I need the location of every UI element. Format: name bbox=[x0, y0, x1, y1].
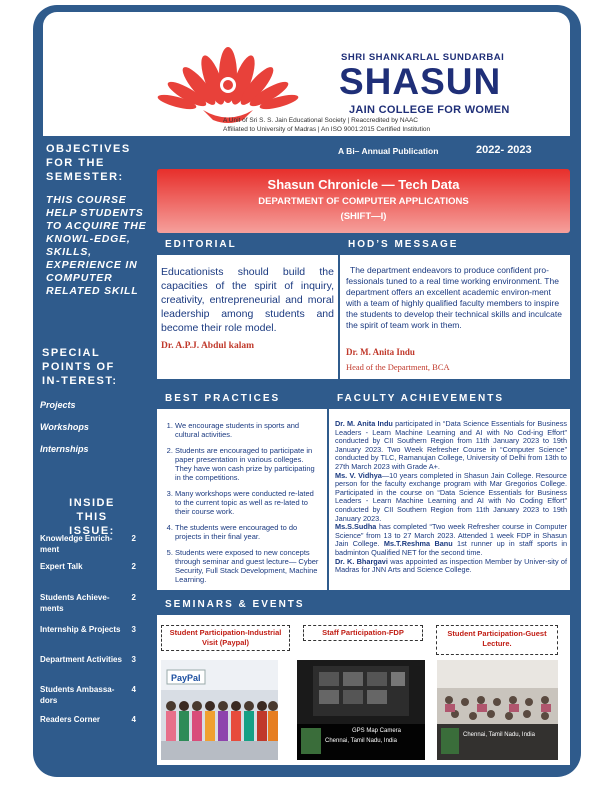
caption-staff-fdp: Staff Participation-FDP bbox=[303, 625, 423, 641]
faculty-name: Ms. V. Vidhya bbox=[335, 470, 382, 480]
faculty-name: Dr. M. Anita Indu bbox=[335, 419, 393, 428]
affiliation-line-2: Affiliated to University of Madras | An ISO 9001:2015 Certified Institution bbox=[223, 126, 431, 133]
issue-item-label: Students Achieve-ments bbox=[40, 593, 110, 613]
editorial-panel bbox=[157, 255, 338, 379]
hod-role: Head of the Department, BCA bbox=[346, 362, 450, 372]
college-name-small: SHRI SHANKARLAL SUNDARBAI bbox=[341, 52, 505, 63]
editorial-text: Educationists should build the capacities of the spirit of inquiry, creativity, entrepreneurial and moral leadership among students and become their role model. bbox=[161, 266, 334, 334]
objectives-heading: OBJECTIVES FOR THE SEMESTER: bbox=[46, 143, 131, 183]
masthead bbox=[43, 12, 570, 136]
faculty-text bbox=[335, 420, 567, 575]
objectives-text: THIS COURSE HELP STUDENTS TO ACQUIRE THE KNOWL-EDGE, SKILLS, EXPERIENCE IN COMPUTER RELATED SKILL bbox=[46, 194, 147, 297]
college-subtitle: JAIN COLLEGE FOR WOMEN bbox=[349, 104, 510, 116]
issue-item bbox=[40, 533, 144, 555]
issue-item-label: Internship & Projects bbox=[40, 625, 121, 634]
practice-item: 2. Students are encouraged to participate in paper presentation in various colleges. They have won cash prize by participating in the competitions. bbox=[175, 446, 321, 482]
issue-item-label: Readers Corner bbox=[40, 715, 101, 724]
issue-item bbox=[40, 561, 144, 572]
publication-label: A Bi– Annual Publication bbox=[338, 146, 439, 156]
guest-lecture-photo bbox=[437, 660, 558, 760]
industrial-visit-photo bbox=[161, 660, 278, 760]
issue-item bbox=[40, 592, 144, 614]
editorial-heading: EDITORIAL bbox=[157, 237, 338, 253]
issue-item-page: 4 bbox=[131, 715, 136, 724]
issue-item bbox=[40, 624, 144, 635]
affiliation-line-1: A Unit of Sri S. S. Jain Educational Society | Reaccredited by NAAC bbox=[223, 117, 418, 124]
hod-heading: HOD’S MESSAGE bbox=[340, 237, 570, 253]
best-practices-heading: BEST PRACTICES bbox=[157, 391, 327, 407]
paypal-sign: PayPal bbox=[171, 673, 201, 683]
affiliation bbox=[223, 116, 483, 134]
caption-industrial-visit: Student Participation-Industrial Visit (Paypal) bbox=[161, 625, 290, 651]
issue-item-page: 2 bbox=[131, 593, 136, 602]
issue-item-label: Department Activities bbox=[40, 655, 122, 664]
publication-year: 2022- 2023 bbox=[476, 144, 532, 156]
issue-item-page: 4 bbox=[131, 685, 136, 694]
practice-item: 5. Students were exposed to new concepts through seminar and guest lecture— Cyber Security, Full Stack Development, Machine Learning. bbox=[175, 548, 321, 584]
staff-fdp-photo bbox=[297, 660, 425, 760]
chronicle-title: Shasun Chronicle — Tech Data bbox=[267, 177, 460, 192]
photo2-location: Chennai, Tamil Nadu, India bbox=[325, 738, 397, 744]
issue-item bbox=[40, 714, 144, 725]
gps-camera-overlay: GPS Map Camera bbox=[352, 728, 402, 734]
special-item-projects: Projects bbox=[40, 400, 76, 410]
faculty-achievement: participated in “Data Science Essentials for Business Leaders - Learn Machine Learning and AI with No Cod-ing Effort” conducted by CII Southern Region from 11th January 2023 to 19th January 2023. Two Week Refresher Course in “Computer Science” conducted by TLC, Ramanujan College, University of Delhi from 13th to 27th March 2023 with Grade A+. bbox=[335, 419, 567, 471]
issue-item-page: 2 bbox=[131, 534, 136, 543]
faculty-achievements-heading: FACULTY ACHIEVEMENTS bbox=[329, 391, 570, 407]
special-item-internships: Internships bbox=[40, 444, 89, 454]
practice-item: 1. We encourage students in sports and cultural activities. bbox=[175, 421, 321, 439]
issue-item-page: 2 bbox=[131, 562, 136, 571]
faculty-achievement: has completed “Two week Refresher course in Computer Science” from 13 to 27 March 2023. Attended 1 week FDP in Shasun Jain College. bbox=[335, 522, 567, 549]
faculty-achievement: 1st runner up in staff sports in badminton Qualified NET for the second time. bbox=[335, 539, 567, 557]
faculty-name: Ms.T.Reshma Banu bbox=[383, 539, 453, 549]
practice-item: 3. Many workshops were conducted re-lated to the current topic as well as re-lated to their course work. bbox=[175, 489, 321, 516]
faculty-achievement: —10 years completed in Shasun Jain College. Resource person for the faculty exchange program with Mar Gregorios College. Participated in the course on “Data Science Essentials for Business Leaders - Learn Machine Learning and AI with No Coding Effort” conducted by CII Southern Region from 11th January 2023 to 19th January 2023. bbox=[335, 470, 567, 523]
issue-item bbox=[40, 654, 144, 665]
editorial-author: Dr. A.P.J. Abdul kalam bbox=[161, 341, 255, 351]
best-practices-list bbox=[157, 421, 327, 584]
issue-item bbox=[40, 684, 144, 706]
issue-item-label: Expert Talk bbox=[40, 562, 83, 571]
chronicle-banner bbox=[157, 169, 570, 233]
faculty-name: Dr. K. Bhargavi bbox=[335, 556, 388, 566]
issue-item-page: 3 bbox=[131, 655, 136, 664]
best-practices-panel bbox=[157, 409, 327, 590]
college-name-big: SHASUN bbox=[339, 61, 502, 102]
photo3-location: Chennai, Tamil Nadu, India bbox=[463, 732, 535, 738]
caption-guest-lecture: Student Participation-Guest Lecture. bbox=[436, 625, 558, 655]
issue-item-page: 3 bbox=[131, 625, 136, 634]
hod-panel bbox=[340, 255, 570, 379]
special-points-heading: SPECIAL POINTS OF IN-TEREST: bbox=[42, 347, 118, 387]
special-item-workshops: Workshops bbox=[40, 422, 89, 432]
issue-item-label: Students Ambassa-dors bbox=[40, 685, 115, 705]
lotus-peacock-logo bbox=[143, 30, 313, 126]
inside-issue-heading: INSIDE THIS ISSUE: bbox=[69, 497, 115, 537]
hod-name: Dr. M. Anita Indu bbox=[346, 347, 415, 357]
department-name: DEPARTMENT OF COMPUTER APPLICATIONS bbox=[258, 196, 469, 207]
faculty-achievement: was appointed as inspection Member by Univer-sity of Madras for JNN Arts and Science College. bbox=[335, 556, 567, 575]
seminars-heading: SEMINARS & EVENTS bbox=[157, 597, 570, 613]
practice-item: 4. The students were encouraged to do projects in their final year. bbox=[175, 523, 321, 541]
shift-label: (SHIFT—I) bbox=[340, 211, 387, 222]
faculty-panel bbox=[329, 409, 570, 590]
faculty-name: Ms.S.Sudha bbox=[335, 522, 377, 532]
issue-item-label: Knowledge Enrich-ment bbox=[40, 534, 113, 554]
hod-text: The department endeavors to produce confident pro-fessionals tuned to a real time working environment. The department offers an excellent academic environ-ment with a team of highly qualified faculty members to inspire the students to develop their technical skills and inculcate the spirit of team work in them. bbox=[346, 265, 562, 330]
